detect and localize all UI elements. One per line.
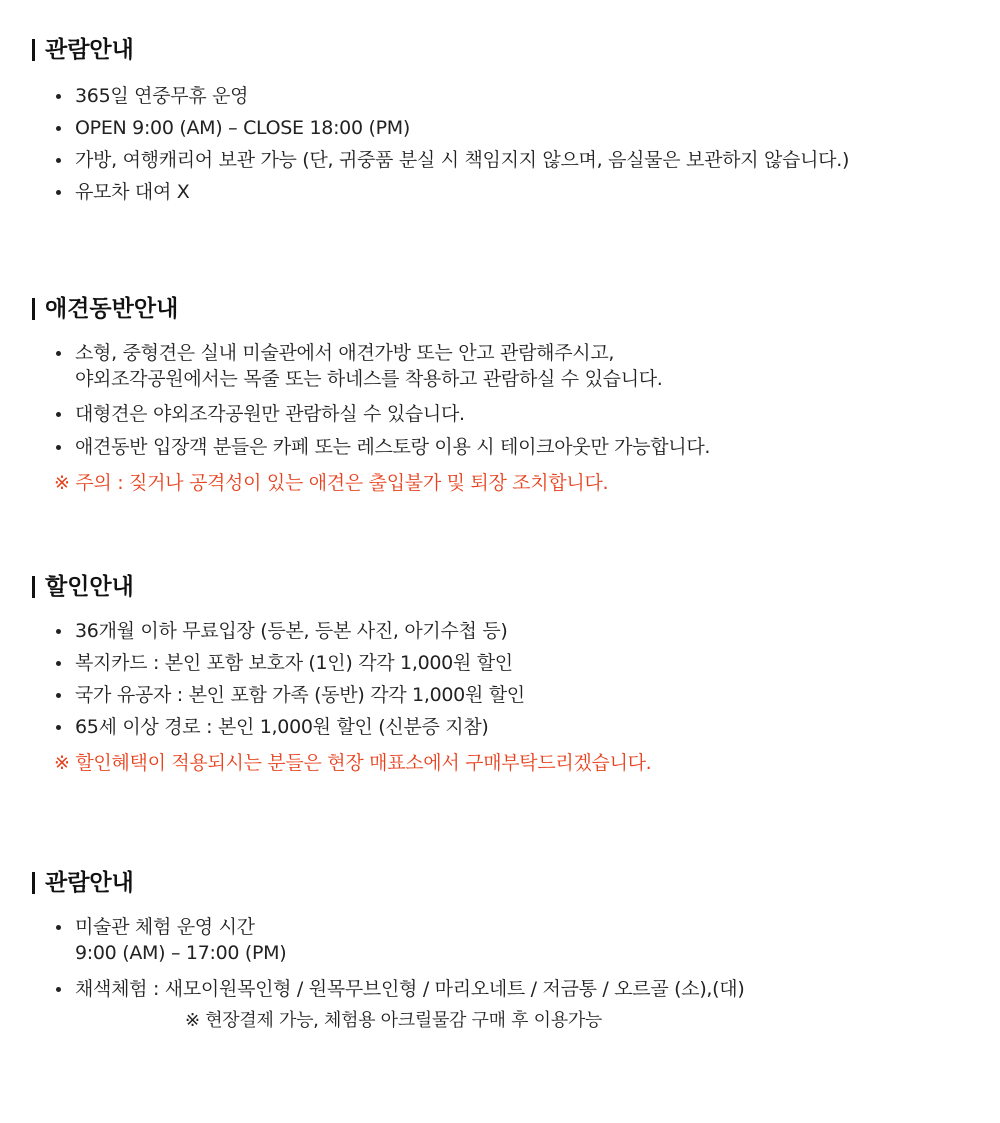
list-item [56,179,972,205]
bullet-icon [56,412,61,417]
heading-bar-icon [32,576,35,598]
bullet-icon [56,445,61,450]
list-item [56,115,972,141]
bullet-icon [56,987,61,992]
section-heading [32,35,972,65]
list-item [56,147,972,173]
list-item [56,650,972,676]
section-heading [32,294,972,324]
section-pet-info [32,294,972,496]
list-item-text-line2: 9:00 (AM) – 17:00 (PM) [75,942,287,964]
list-item [56,434,972,460]
list-item-text: 가방, 여행캐리어 보관 가능 (단, 귀중품 분실 시 책임지지 않으며, 음실물은 보관하지 않습니다.) [75,149,850,171]
bullet-icon [56,94,61,99]
section-discount-info [32,572,972,776]
list-item-text: 36개월 이하 무료입장 (등본, 등본 사진, 아기수첩 등) [75,620,508,642]
info-list [32,340,972,460]
list-item-text: 대형견은 야외조각공원만 관람하실 수 있습니다. [75,403,465,425]
payment-note: ※ 현장결제 가능, 체험용 아크릴물감 구매 후 이용가능 [185,1010,603,1031]
list-item-text: OPEN 9:00 (AM) – CLOSE 18:00 (PM) [75,117,410,139]
caution-note: ※ 주의 : 짖거나 공격성이 있는 애견은 출입불가 및 퇴장 조치합니다. [54,472,609,494]
info-list [32,618,972,740]
list-item-text: 유모차 대여 X [75,181,190,203]
list-item-text-line1: 소형, 중형견은 실내 미술관에서 애견가방 또는 안고 관람해주시고, [75,342,615,364]
list-item-text: 복지카드 : 본인 포함 보호자 (1인) 각각 1,000원 할인 [75,652,513,674]
section-title: 애견동반안내 [45,296,179,322]
list-item-text-line2: 야외조각공원에서는 목줄 또는 하네스를 착용하고 관람하실 수 있습니다. [75,368,663,390]
bullet-icon [56,661,61,666]
info-list [32,83,972,205]
list-item [56,340,972,392]
list-item [56,83,972,109]
section-heading [32,572,972,602]
info-list [32,914,972,1002]
bullet-icon [56,725,61,730]
list-item-text-line1: 미술관 체험 운영 시간 [75,916,255,938]
list-item [56,714,972,740]
section-title: 관람안내 [45,37,134,63]
bullet-icon [56,126,61,131]
bullet-icon [56,693,61,698]
list-item-text: 국가 유공자 : 본인 포함 가족 (동반) 각각 1,000원 할인 [75,684,525,706]
list-item-text: 애견동반 입장객 분들은 카페 또는 레스토랑 이용 시 테이크아웃만 가능합니다. [75,436,711,458]
heading-bar-icon [32,298,35,320]
bullet-icon [56,351,61,356]
section-heading [32,868,972,898]
heading-bar-icon [32,39,35,61]
discount-note: ※ 할인혜택이 적용되시는 분들은 현장 매표소에서 구매부탁드리겠습니다. [54,752,652,774]
list-item [56,682,972,708]
list-item [56,976,972,1002]
list-item [56,618,972,644]
section-viewing-info [32,35,972,205]
list-item-text: 365일 연중무휴 운영 [75,85,249,107]
bullet-icon [56,190,61,195]
bullet-icon [56,158,61,163]
section-title: 할인안내 [45,574,134,600]
list-item-text: 65세 이상 경로 : 본인 1,000원 할인 (신분증 지참) [75,716,489,738]
list-item [56,914,972,966]
section-title: 관람안내 [45,870,134,896]
heading-bar-icon [32,872,35,894]
section-experience-info [32,868,972,1034]
bullet-icon [56,629,61,634]
list-item [56,401,972,427]
bullet-icon [56,925,61,930]
list-item-text: 채색체험 : 새모이원목인형 / 원목무브인형 / 마리오네트 / 저금통 / 오르골 (소),(대) [75,978,745,1000]
